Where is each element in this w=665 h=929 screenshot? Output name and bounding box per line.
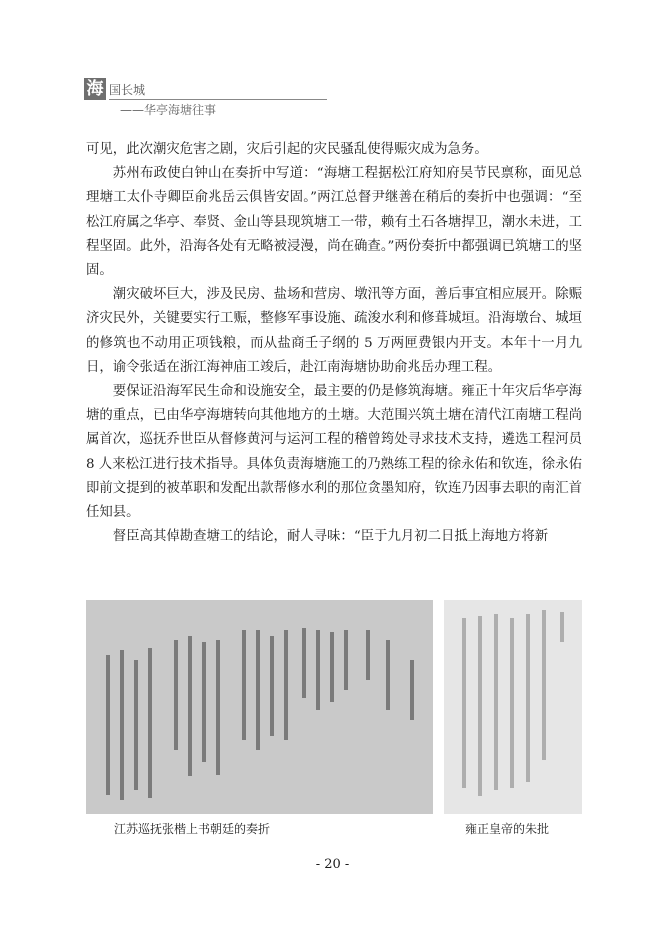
paragraph: 可见，此次潮灾危害之剧，灾后引起的灾民骚乱使得赈灾成为急务。	[86, 142, 488, 157]
manuscript-text-column	[478, 616, 482, 796]
book-title: 国长城	[109, 83, 146, 97]
memorial-manuscript-image	[86, 600, 433, 814]
manuscript-text-column	[242, 630, 246, 740]
manuscript-text-column	[410, 660, 414, 720]
manuscript-text-column	[188, 636, 192, 776]
imperial-rescript-image	[444, 600, 582, 814]
manuscript-text-column	[284, 630, 288, 740]
paragraph: 督臣高其倬勘查塘工的结论，耐人寻味：“臣于九月初二日抵上海地方将新	[112, 529, 549, 545]
manuscript-text-column	[510, 618, 514, 788]
manuscript-text-column	[256, 630, 260, 750]
manuscript-text-column	[202, 642, 206, 762]
header-divider	[109, 99, 327, 100]
body-text	[86, 138, 582, 549]
paragraph: 要保证沿海军民生命和设施安全，最主要的仍是修筑海塘。雍正十年灾后华亭海塘的重点，已由华亭海塘转向其他地方的土塘。大范围兴筑土塘在清代江南塘工程尚属首次，巡抚乔世臣从督修黄河与运河工程的稽曾筠处寻求技术支持，遴选工程河员 8 人来松江进行技术指导。具体负责海塘施工的乃熟练工程的徐永佑和钦连，徐永佑即前文提到的被革职和发配出款帮修水利的那位贪墨知府，钦连乃因事去职的南汇首任知县。	[86, 384, 582, 521]
running-header	[84, 78, 344, 118]
paragraph: 潮灾破坏巨大，涉及民房、盐场和营房、墩汛等方面，善后事宜相应展开。除赈济灾民外，关键要实行工赈，整修军事设施、疏浚水利和修葺城垣。沿海墩台、城垣的修筑也不动用正项钱粮，而从盐商壬子纲的 5 万两匣费银内开支。本年十一月九日，谕令张适在浙江海神庙工竣后，赴江南海塘协助俞兆岳办理工程。	[86, 287, 582, 375]
manuscript-text-column	[542, 610, 546, 760]
manuscript-text-column	[316, 630, 320, 710]
figure-caption-left: 江苏巡抚张楷上书朝廷的奏折	[114, 822, 271, 836]
manuscript-text-column	[216, 640, 220, 775]
manuscript-text-column	[174, 640, 178, 750]
manuscript-text-column	[386, 640, 390, 710]
manuscript-text-column	[494, 614, 498, 790]
book-subtitle: ——华亭海塘往事	[120, 103, 217, 117]
manuscript-text-column	[106, 655, 110, 795]
manuscript-text-column	[560, 612, 564, 642]
page-number: - 20 -	[315, 857, 350, 872]
manuscript-text-column	[366, 630, 370, 680]
paragraph: 苏州布政使白钟山在奏折中写道：“海塘工程据松江府知府吴节民禀称，面见总理塘工太仆寺卿臣俞兆岳云俱皆安固。”两江总督尹继善在稍后的奏折中也强调：“至松江府属之华亭、奉贤、金山等县现筑塘工一带，赖有土石各塘捍卫，潮水未进，工程坚固。此外，沿海各处有无略被浸漫，尚在确查。”两份奏折中都强调已筑塘工的坚固。	[86, 166, 582, 279]
manuscript-text-column	[120, 650, 124, 800]
manuscript-text-column	[302, 628, 306, 698]
manuscript-text-column	[148, 648, 152, 798]
manuscript-text-column	[344, 630, 348, 690]
manuscript-text-column	[462, 618, 466, 788]
manuscript-text-column	[330, 632, 334, 702]
manuscript-text-column	[134, 660, 138, 790]
figure-caption-right: 雍正皇帝的朱批	[465, 822, 550, 836]
manuscript-text-column	[270, 636, 274, 736]
book-logo: 海	[84, 78, 106, 100]
manuscript-text-column	[526, 614, 530, 782]
